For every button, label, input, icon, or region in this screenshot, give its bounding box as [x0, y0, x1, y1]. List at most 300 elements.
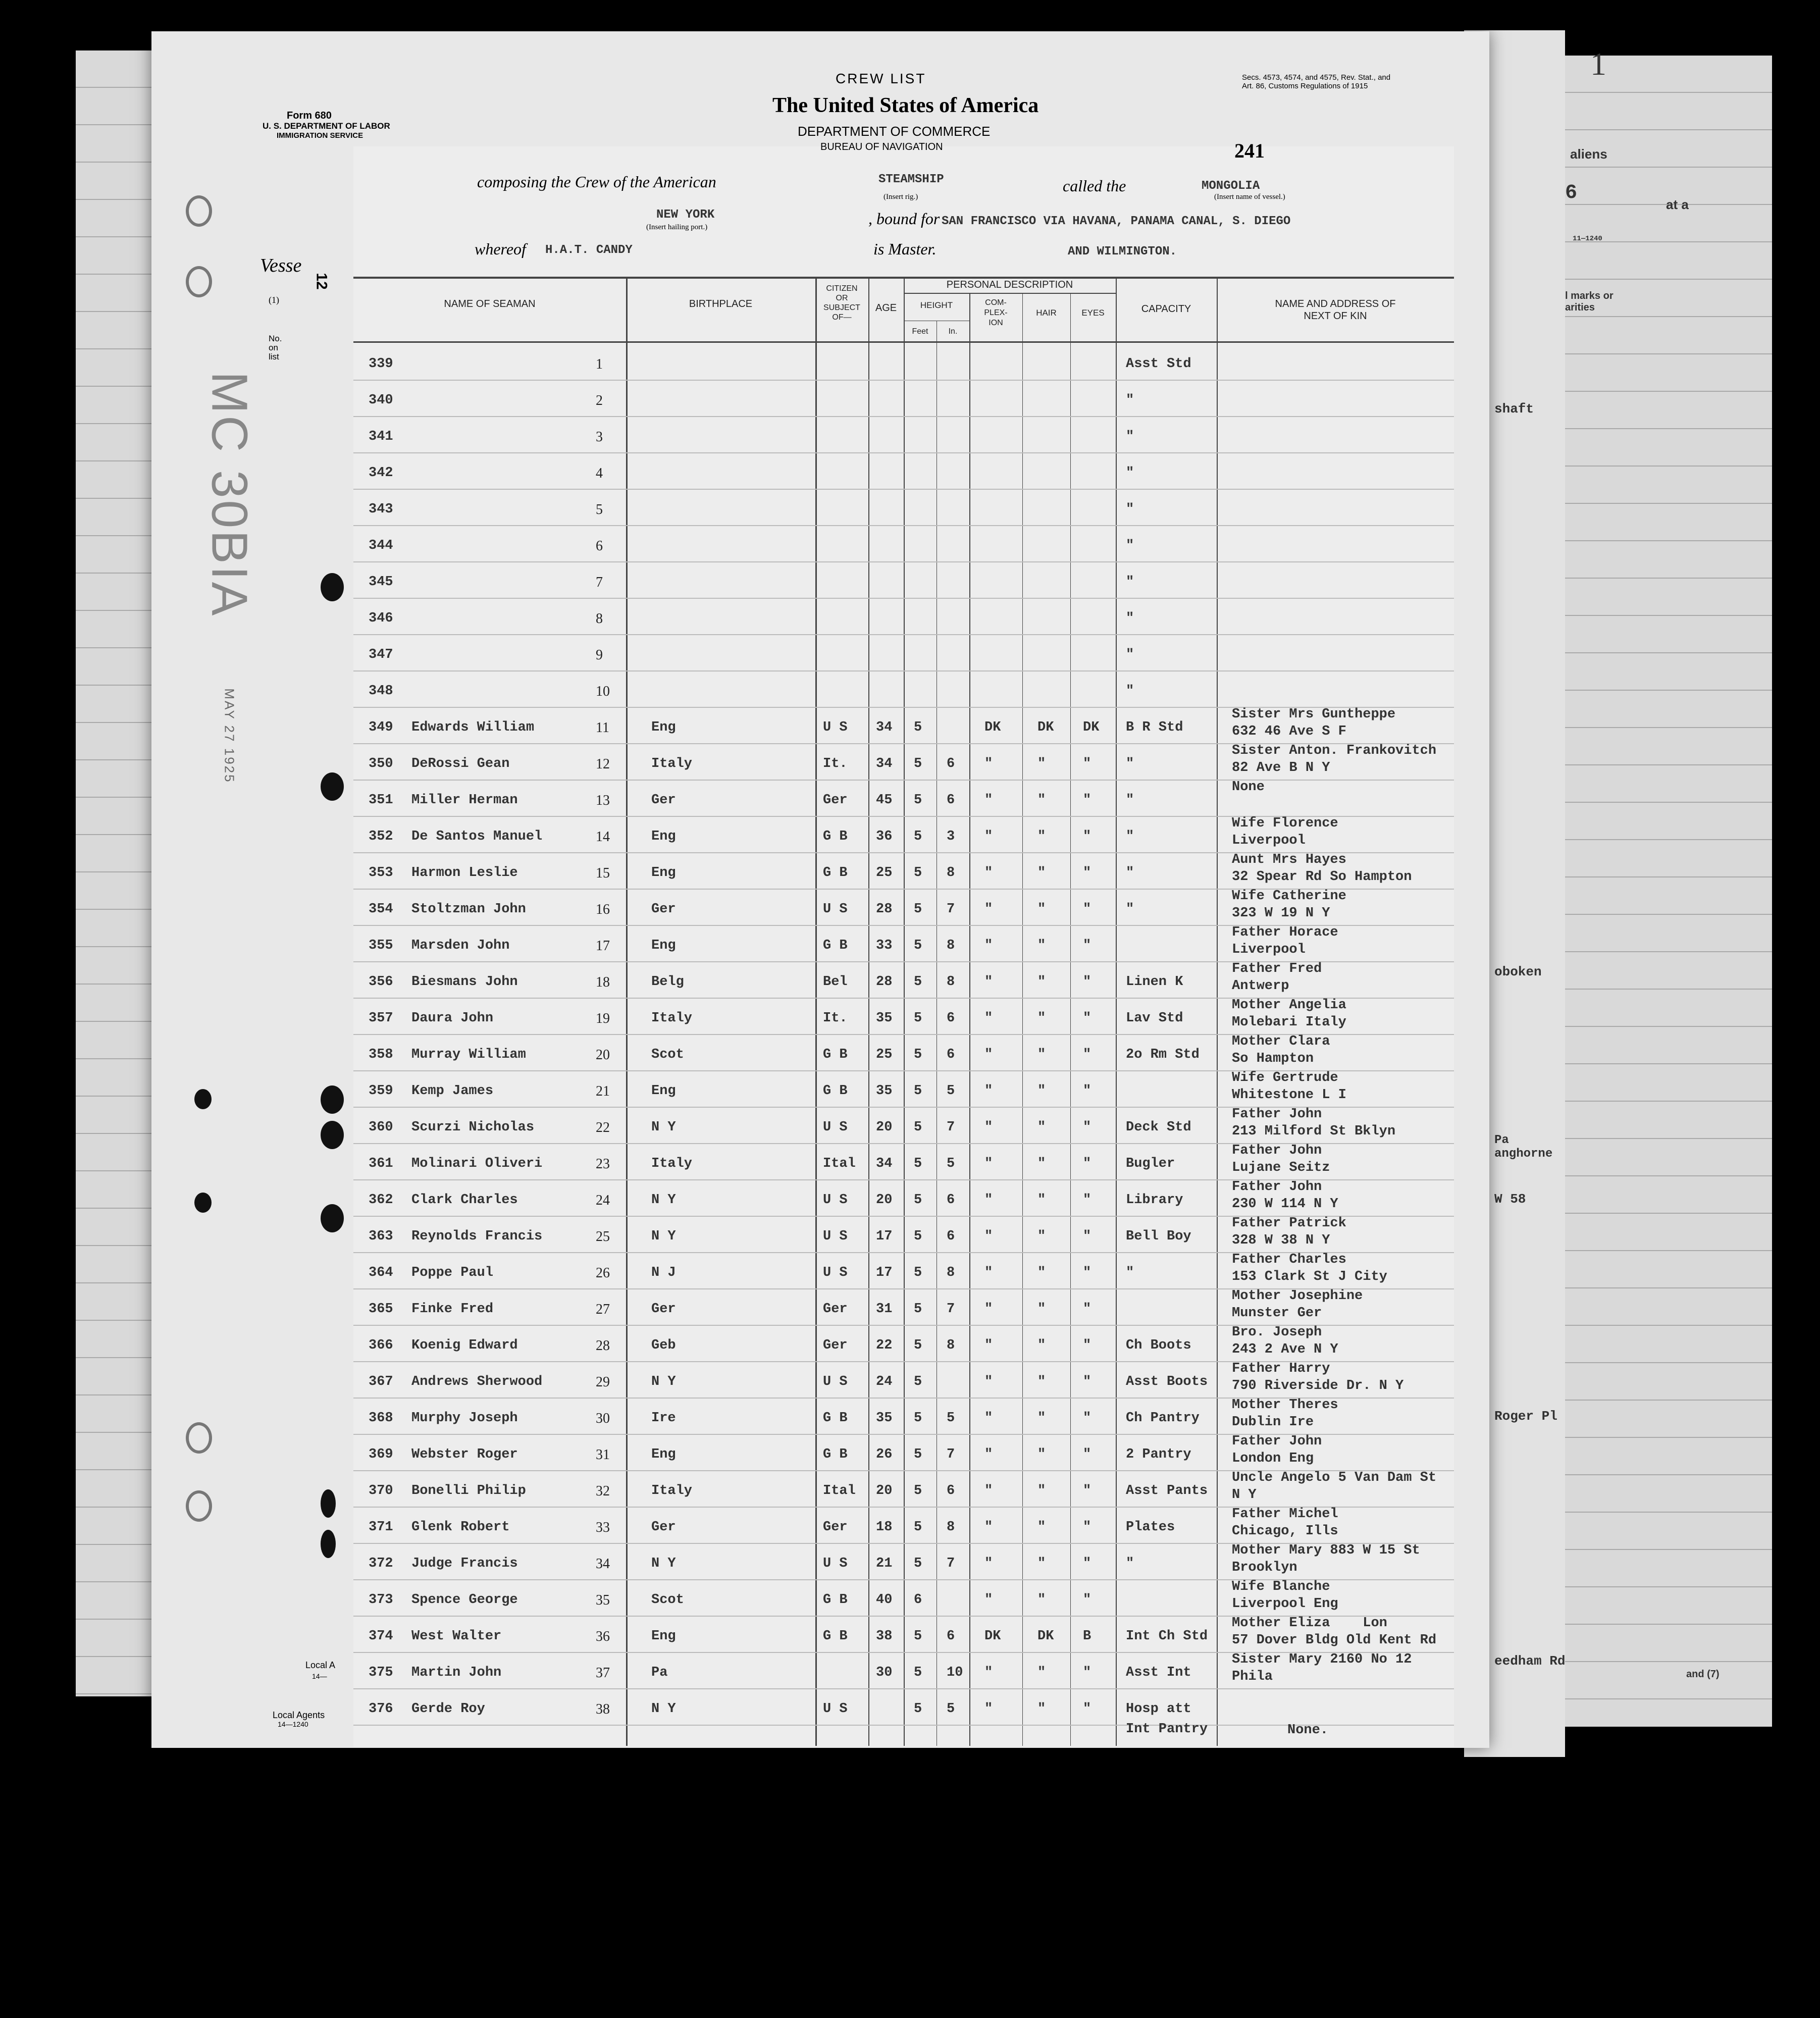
- row-list-number: 373: [369, 1592, 393, 1608]
- hair: ": [1037, 1338, 1046, 1353]
- bound-for-label: , bound for: [868, 210, 940, 228]
- seaman-name: Murphy Joseph: [411, 1411, 518, 1426]
- complexion: ": [984, 1556, 993, 1571]
- birthplace: Ger: [651, 1520, 676, 1535]
- table-row: [353, 1326, 1454, 1362]
- row-list-number: 352: [369, 829, 393, 844]
- age: 26: [876, 1447, 893, 1462]
- eyes: ": [1083, 1592, 1091, 1608]
- seaman-name: Webster Roger: [411, 1447, 518, 1462]
- citizenship: G B: [823, 1047, 848, 1062]
- row-list-number: 351: [369, 793, 393, 808]
- table-row: [353, 1653, 1454, 1689]
- last-row-capacity: Int Pantry: [1126, 1722, 1208, 1737]
- next-of-kin: Sister Mary 2160 No 12 Phila: [1232, 1652, 1412, 1684]
- row-line-number: 9: [596, 647, 603, 663]
- eyes: ": [1083, 1265, 1091, 1280]
- col-header-height: HEIGHT: [920, 300, 953, 310]
- row-line-number: 26: [596, 1265, 610, 1281]
- seaman-name: Stoltzman John: [411, 902, 526, 917]
- next-of-kin: Mother Mary 883 W 15 St Brooklyn: [1232, 1543, 1420, 1575]
- punch-hole: [321, 573, 344, 601]
- capacity: ": [1126, 902, 1134, 917]
- capacity: Bell Boy: [1126, 1229, 1191, 1244]
- table-row: [353, 1144, 1454, 1180]
- col-header-next-of-kin: NAME AND ADDRESS OF NEXT OF KIN: [1275, 298, 1396, 322]
- complexion: ": [984, 1411, 993, 1426]
- composing-text: composing the Crew of the American: [477, 173, 716, 191]
- col-header-feet: Feet: [912, 327, 928, 336]
- capacity: Deck Std: [1126, 1120, 1191, 1135]
- height-feet: 5: [914, 1411, 922, 1426]
- row-line-number: 31: [596, 1447, 610, 1463]
- capacity: ": [1126, 393, 1134, 408]
- row-line-number: 28: [596, 1338, 610, 1354]
- citizenship: U S: [823, 1120, 848, 1135]
- height-feet: 5: [914, 1483, 922, 1498]
- table-row: [353, 1108, 1454, 1144]
- table-row: [353, 1217, 1454, 1253]
- seaman-name: Marsden John: [411, 938, 510, 953]
- eyes: ": [1083, 1374, 1091, 1389]
- col-header-inches: In.: [948, 327, 958, 336]
- row-line-number: 10: [596, 684, 610, 699]
- row-list-number: 369: [369, 1447, 393, 1462]
- complexion: ": [984, 1120, 993, 1135]
- hair: DK: [1037, 1629, 1054, 1644]
- table-row: [353, 1035, 1454, 1071]
- height-feet: 5: [914, 1520, 922, 1535]
- hair: ": [1037, 1701, 1046, 1717]
- table-row: [353, 1362, 1454, 1399]
- height-feet: 5: [914, 720, 922, 735]
- birthplace: Eng: [651, 1083, 676, 1099]
- citizenship: U S: [823, 720, 848, 735]
- next-of-kin: Sister Anton. Frankovitch 82 Ave B N Y: [1232, 743, 1437, 775]
- eyes: ": [1083, 1193, 1091, 1208]
- row-line-number: 38: [596, 1701, 610, 1717]
- table-row: [353, 381, 1454, 417]
- birthplace: N Y: [651, 1193, 676, 1208]
- right-frag-shaft: shaft: [1494, 401, 1534, 417]
- vessel-type: STEAMSHIP: [878, 173, 944, 186]
- row-list-number: 375: [369, 1665, 393, 1680]
- row-list-number: 354: [369, 902, 393, 917]
- row-list-number: 366: [369, 1338, 393, 1353]
- height-inches: 8: [947, 1265, 955, 1280]
- age: 34: [876, 720, 893, 735]
- punch-hole: [194, 1193, 212, 1213]
- capacity: 2 Pantry: [1126, 1447, 1191, 1462]
- capacity: ": [1126, 575, 1134, 590]
- eyes: ": [1083, 1701, 1091, 1717]
- citizenship: It.: [823, 1011, 848, 1026]
- row-list-number: 364: [369, 1265, 393, 1280]
- col-header-complexion: COM- PLEX- ION: [984, 298, 1008, 327]
- complexion: ": [984, 1447, 993, 1462]
- seaman-name: Glenk Robert: [411, 1520, 510, 1535]
- row-list-number: 359: [369, 1083, 393, 1099]
- table-row: [353, 999, 1454, 1035]
- age: 31: [876, 1302, 893, 1317]
- row-line-number: 2: [596, 393, 603, 408]
- citizenship: It.: [823, 756, 848, 771]
- last-row-next-of-kin: None.: [1287, 1723, 1329, 1738]
- age: 34: [876, 756, 893, 771]
- complexion: ": [984, 1265, 993, 1280]
- seaman-name: Harmon Leslie: [411, 865, 518, 881]
- pd-header-rule: [904, 293, 1116, 294]
- col-header-personal-description: PERSONAL DESCRIPTION: [946, 279, 1073, 290]
- row-line-number: 30: [596, 1411, 610, 1426]
- capacity: ": [1126, 1265, 1134, 1280]
- right-frag-roger: Roger Pl: [1494, 1409, 1557, 1424]
- height-feet: 5: [914, 974, 922, 990]
- row-line-number: 15: [596, 865, 610, 881]
- height-feet: 5: [914, 1447, 922, 1462]
- capacity: Plates: [1126, 1520, 1175, 1535]
- row-list-number: 355: [369, 938, 393, 953]
- hair: ": [1037, 1374, 1046, 1389]
- birthplace: Italy: [651, 1483, 693, 1498]
- capacity: Asst Int: [1126, 1665, 1191, 1680]
- next-of-kin: Father Horace Liverpool: [1232, 925, 1338, 957]
- table-row: [353, 853, 1454, 890]
- capacity: B R Std: [1126, 720, 1183, 735]
- capacity: ": [1126, 611, 1134, 626]
- col-header-eyes: EYES: [1081, 308, 1105, 318]
- table-row: [353, 962, 1454, 999]
- eyes: ": [1083, 865, 1091, 881]
- hair: ": [1037, 1411, 1046, 1426]
- height-inches: 8: [947, 1520, 955, 1535]
- age: 25: [876, 865, 893, 881]
- hair: ": [1037, 1083, 1046, 1099]
- right-frag-needham: eedham Rd: [1494, 1653, 1566, 1669]
- birthplace: Eng: [651, 865, 676, 881]
- height-inches: 6: [947, 793, 955, 808]
- row-line-number: 33: [596, 1520, 610, 1535]
- right-frag-at-a: at a: [1666, 197, 1689, 212]
- col-header-hair: HAIR: [1036, 308, 1057, 318]
- department-name: DEPARTMENT OF COMMERCE: [798, 124, 991, 139]
- height-feet: 5: [914, 1374, 922, 1389]
- age: 25: [876, 1047, 893, 1062]
- right-frag-aliens: aliens: [1570, 146, 1607, 162]
- hair: ": [1037, 1447, 1046, 1462]
- row-line-number: 22: [596, 1120, 610, 1135]
- table-row: [353, 671, 1454, 708]
- stamp-reference: MC 30BIA: [201, 371, 258, 618]
- form-number: Form 680: [287, 110, 332, 121]
- row-line-number: 16: [596, 902, 610, 917]
- next-of-kin: Mother Eliza Lon 57 Dover Bldg Old Kent Rd: [1232, 1616, 1437, 1648]
- table-row: [353, 1399, 1454, 1435]
- citizenship: U S: [823, 1265, 848, 1280]
- eyes: ": [1083, 756, 1091, 771]
- row-list-number: 344: [369, 538, 393, 553]
- citizenship: G B: [823, 1629, 848, 1644]
- eyes: ": [1083, 1483, 1091, 1498]
- punch-hole-ring: [186, 1490, 212, 1522]
- sailing-port-note: (Insert hailing port.): [646, 223, 708, 231]
- height-feet: 5: [914, 1701, 922, 1717]
- hair: ": [1037, 1011, 1046, 1026]
- row-line-number: 23: [596, 1156, 610, 1172]
- right-frag-marks: l marks or arities: [1565, 290, 1614, 313]
- birthplace: Eng: [651, 1629, 676, 1644]
- eyes: ": [1083, 938, 1091, 953]
- birthplace: N Y: [651, 1229, 676, 1244]
- vessel-name: MONGOLIA: [1202, 179, 1260, 193]
- complexion: ": [984, 1229, 993, 1244]
- height-feet: 5: [914, 829, 922, 844]
- birthplace: Ger: [651, 902, 676, 917]
- height-feet: 5: [914, 1629, 922, 1644]
- eyes: ": [1083, 1302, 1091, 1317]
- complexion: ": [984, 829, 993, 844]
- row-list-number: 363: [369, 1229, 393, 1244]
- next-of-kin: Father Fred Antwerp: [1232, 961, 1322, 994]
- complexion: ": [984, 902, 993, 917]
- age: 38: [876, 1629, 893, 1644]
- row-list-number: 376: [369, 1701, 393, 1717]
- height-feet: 5: [914, 1229, 922, 1244]
- hair: ": [1037, 1302, 1046, 1317]
- table-row: [353, 744, 1454, 781]
- table-row: [353, 526, 1454, 562]
- table-row: [353, 1580, 1454, 1617]
- birthplace: N Y: [651, 1120, 676, 1135]
- punch-hole: [321, 1489, 336, 1518]
- next-of-kin: Wife Catherine 323 W 19 N Y: [1232, 889, 1346, 921]
- table-row: [353, 1471, 1454, 1508]
- row-list-number: 346: [369, 611, 393, 626]
- citizenship: Ital: [823, 1156, 856, 1171]
- table-row: [353, 453, 1454, 490]
- height-feet: 6: [914, 1592, 922, 1608]
- age: 18: [876, 1520, 893, 1535]
- punch-hole: [321, 772, 344, 801]
- complexion: ": [984, 1374, 993, 1389]
- bound-for-destination: SAN FRANCISCO VIA HAVANA, PANAMA CANAL, S. DIEGO: [942, 215, 1291, 228]
- table-row: [353, 708, 1454, 744]
- page-corner-mark: 1: [1590, 46, 1606, 82]
- row-line-number: 36: [596, 1629, 610, 1644]
- capacity: Bugler: [1126, 1156, 1175, 1171]
- row-line-number: 6: [596, 538, 603, 554]
- row-list-number: 353: [369, 865, 393, 881]
- next-of-kin: Mother Clara So Hampton: [1232, 1034, 1330, 1066]
- height-feet: 5: [914, 1120, 922, 1135]
- row-line-number: 14: [596, 829, 610, 845]
- citizenship: U S: [823, 1701, 848, 1717]
- local-agents: Local Agents: [273, 1710, 325, 1720]
- row-list-number: 360: [369, 1120, 393, 1135]
- capacity: ": [1126, 756, 1134, 771]
- row-line-number: 25: [596, 1229, 610, 1245]
- table-row: [353, 1508, 1454, 1544]
- complexion: ": [984, 1592, 993, 1608]
- citizenship: Ital: [823, 1483, 856, 1498]
- table-row: [353, 1180, 1454, 1217]
- age: 17: [876, 1265, 893, 1280]
- complexion: ": [984, 865, 993, 881]
- age: 20: [876, 1483, 893, 1498]
- page-number: 241: [1234, 139, 1265, 162]
- called-the-label: called the: [1063, 177, 1126, 195]
- row-list-number: 339: [369, 356, 393, 372]
- right-frag-number: 6: [1565, 182, 1578, 204]
- master-name: H.A.T. CANDY: [545, 243, 633, 257]
- row-list-number: 350: [369, 756, 393, 771]
- col-no-label: No. on list: [269, 334, 282, 361]
- next-of-kin: Father Harry 790 Riverside Dr. N Y: [1232, 1361, 1404, 1393]
- height-inches: 8: [947, 865, 955, 881]
- eyes: ": [1083, 974, 1091, 990]
- table-row: [353, 890, 1454, 926]
- height-feet: 5: [914, 1083, 922, 1099]
- next-of-kin: Sister Mrs Guntheppe 632 46 Ave S F: [1232, 707, 1396, 739]
- seaman-name: Finke Fred: [411, 1302, 494, 1317]
- bureau-name: BUREAU OF NAVIGATION: [820, 141, 943, 152]
- next-of-kin: Wife Gertrude Whitestone L I: [1232, 1070, 1346, 1103]
- complexion: ": [984, 1701, 993, 1717]
- eyes: ": [1083, 902, 1091, 917]
- row-line-number: 5: [596, 502, 603, 518]
- capacity: Library: [1126, 1193, 1183, 1208]
- height-inches: 5: [947, 1156, 955, 1171]
- punch-hole: [194, 1089, 212, 1109]
- height-feet: 5: [914, 1011, 922, 1026]
- capacity: Hosp att: [1126, 1701, 1191, 1717]
- hair: ": [1037, 1483, 1046, 1498]
- birthplace: Ire: [651, 1411, 676, 1426]
- complexion: DK: [984, 720, 1001, 735]
- seaman-name: Clark Charles: [411, 1193, 518, 1208]
- eyes: ": [1083, 1520, 1091, 1535]
- eyes: ": [1083, 1447, 1091, 1462]
- table-row: [353, 1071, 1454, 1108]
- complexion: ": [984, 1193, 993, 1208]
- height-inches: 6: [947, 1229, 955, 1244]
- height-feet: 5: [914, 1665, 922, 1680]
- birthplace: Geb: [651, 1338, 676, 1353]
- citizenship: G B: [823, 1447, 848, 1462]
- row-line-number: 21: [596, 1083, 610, 1099]
- birthplace: Eng: [651, 1447, 676, 1462]
- next-of-kin: Uncle Angelo 5 Van Dam St N Y: [1232, 1470, 1437, 1503]
- row-list-number: 343: [369, 502, 393, 517]
- row-line-number: 8: [596, 611, 603, 627]
- birthplace: Belg: [651, 974, 684, 990]
- right-frag-w58: W 58: [1494, 1192, 1526, 1207]
- table-row: [353, 781, 1454, 817]
- citizenship: U S: [823, 1229, 848, 1244]
- capacity: Int Ch Std: [1126, 1629, 1208, 1644]
- capacity: ": [1126, 647, 1134, 662]
- birthplace: N Y: [651, 1701, 676, 1717]
- height-feet: 5: [914, 1556, 922, 1571]
- age: 45: [876, 793, 893, 808]
- height-feet: 5: [914, 865, 922, 881]
- hair: ": [1037, 1520, 1046, 1535]
- row-line-number: 32: [596, 1483, 610, 1499]
- complexion: ": [984, 1520, 993, 1535]
- capacity: ": [1126, 684, 1134, 699]
- birthplace: Pa: [651, 1665, 668, 1680]
- height-inches: 7: [947, 1447, 955, 1462]
- table-row: [353, 344, 1454, 381]
- row-line-number: 3: [596, 429, 603, 445]
- eyes: ": [1083, 793, 1091, 808]
- complexion: ": [984, 1011, 993, 1026]
- seaman-name: DeRossi Gean: [411, 756, 510, 771]
- eyes: ": [1083, 1665, 1091, 1680]
- age: 22: [876, 1338, 893, 1353]
- seaman-name: Biesmans John: [411, 974, 518, 990]
- age: 17: [876, 1229, 893, 1244]
- complexion: ": [984, 1338, 993, 1353]
- next-of-kin: Father John London Eng: [1232, 1434, 1322, 1466]
- complexion: ": [984, 1156, 993, 1171]
- table-row: [353, 490, 1454, 526]
- citizenship: G B: [823, 1411, 848, 1426]
- table-row: [353, 817, 1454, 853]
- age: 36: [876, 829, 893, 844]
- height-inches: 6: [947, 1483, 955, 1498]
- punch-hole: [321, 1085, 344, 1114]
- height-feet: 5: [914, 1047, 922, 1062]
- row-list-number: 349: [369, 720, 393, 735]
- capacity: Asst Std: [1126, 356, 1191, 372]
- height-inches: 8: [947, 974, 955, 990]
- punch-hole-ring: [186, 266, 212, 297]
- col-header-name: NAME OF SEAMAN: [444, 298, 536, 309]
- right-frag-hoboken: oboken: [1494, 964, 1542, 979]
- row-line-number: 35: [596, 1592, 610, 1608]
- punch-hole: [321, 1121, 344, 1149]
- eyes: DK: [1083, 720, 1100, 735]
- hair: ": [1037, 865, 1046, 881]
- row-line-number: 24: [596, 1193, 610, 1208]
- birthplace: Ger: [651, 793, 676, 808]
- citizenship: G B: [823, 1083, 848, 1099]
- height-feet: 5: [914, 793, 922, 808]
- capacity: ": [1126, 865, 1134, 881]
- date-stamp: MAY 27 1925: [222, 688, 237, 784]
- row-list-number: 367: [369, 1374, 393, 1389]
- birthplace: Eng: [651, 938, 676, 953]
- citizenship: G B: [823, 1592, 848, 1608]
- capacity: ": [1126, 793, 1134, 808]
- birthplace: Italy: [651, 756, 693, 771]
- right-frag-and7: and (7): [1686, 1669, 1720, 1680]
- birthplace: Italy: [651, 1156, 693, 1171]
- row-line-number: 18: [596, 974, 610, 990]
- hair: ": [1037, 1120, 1046, 1135]
- height-feet: 5: [914, 1338, 922, 1353]
- height-feet: 5: [914, 938, 922, 953]
- table-row: [353, 417, 1454, 453]
- height-inches: 6: [947, 756, 955, 771]
- next-of-kin: Wife Blanche Liverpool Eng: [1232, 1579, 1338, 1612]
- height-inches: 7: [947, 1556, 955, 1571]
- seaman-name: Judge Francis: [411, 1556, 518, 1571]
- row-list-number: 341: [369, 429, 393, 444]
- hair: ": [1037, 756, 1046, 771]
- height-inches: 8: [947, 938, 955, 953]
